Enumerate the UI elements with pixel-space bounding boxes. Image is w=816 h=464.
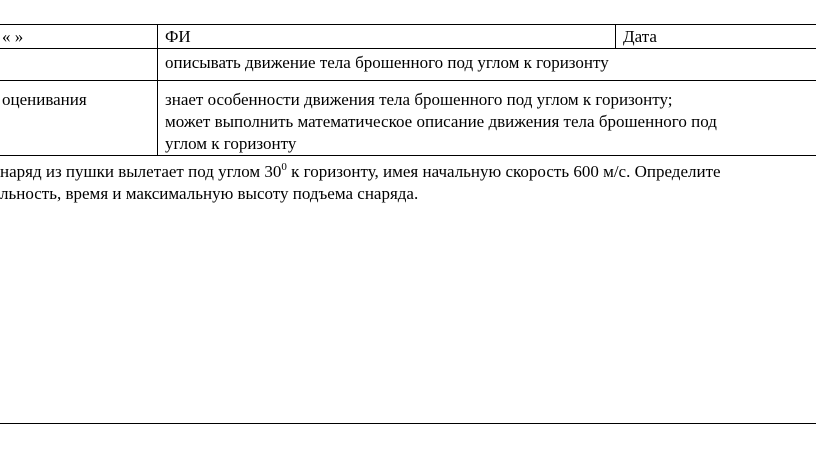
objective-text: описывать движение тела брошенного под углом к горизонту: [165, 53, 609, 72]
task-line-1: наряд из пушки вылетает под углом $30^0$ к горизонту, имея начальную скорость 600 м/с. Определите: [0, 161, 721, 181]
row2-bottom-border: [0, 80, 816, 81]
criteria-line-1: знает особенности движения тела брошенного под углом к горизонту;: [165, 90, 673, 109]
class-cell: « »: [2, 27, 24, 46]
task-line-2: льность, время и максимальную высоту подъема снаряда.: [0, 184, 419, 203]
criteria-line-3: углом к горизонту: [165, 134, 297, 153]
date-label: Дата: [623, 27, 657, 46]
degree-superscript: 0: [281, 161, 287, 173]
assessment-criteria-label: оценивания: [2, 90, 87, 109]
row3-bottom-border: [0, 155, 816, 156]
task-box-bottom-border: [0, 423, 816, 424]
name-label: ФИ: [165, 27, 191, 46]
column-divider-date: [615, 24, 616, 48]
criteria-line-2: может выполнить математическое описание движения тела брошенного под: [165, 112, 717, 131]
table-top-border: [0, 24, 816, 25]
column-divider-left: [157, 24, 158, 155]
row1-bottom-border: [0, 48, 816, 49]
